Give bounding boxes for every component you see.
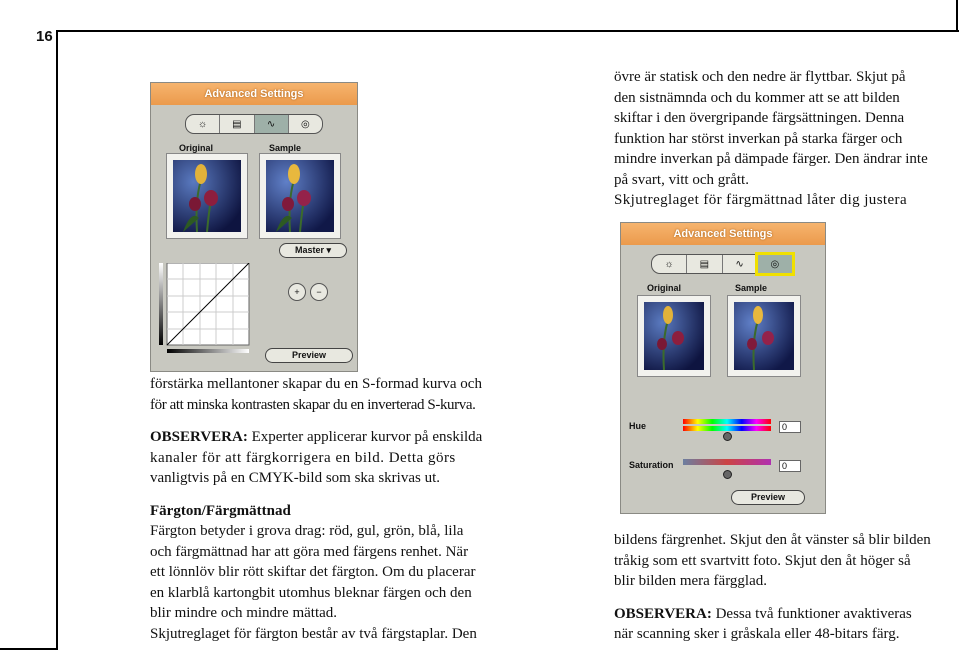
preview-button[interactable]: Preview xyxy=(731,490,805,505)
text-line: blir bilden mera färgglad. xyxy=(614,573,768,589)
hue-bar-movable xyxy=(683,426,771,431)
saturation-label: Saturation xyxy=(629,460,674,470)
add-point-icon[interactable]: + xyxy=(288,283,306,301)
text-line: mindre inverkan på dämpade färger. Den ändrar inte xyxy=(614,151,928,167)
curves-graph[interactable] xyxy=(159,263,255,355)
dialog-title: Advanced Settings xyxy=(151,83,357,105)
section-heading: Färgton/Färgmättnad xyxy=(150,502,291,519)
text-line: förstärka mellantoner skapar du en S-formad kurva och xyxy=(150,376,482,392)
text-line: bildens färgrenhet. Skjut den åt vänster så blir bilden xyxy=(614,532,931,548)
tulip-image xyxy=(644,302,704,370)
text-line: den sistnämnda och du kommer att se att bilden xyxy=(614,89,900,106)
text-line: Färgton betyder i grova drag: röd, gul, grön, blå, lila xyxy=(150,523,464,539)
sample-label: Sample xyxy=(735,283,768,293)
text-line: tråkig som ett svartvitt foto. Skjut den åt höger så xyxy=(614,552,911,569)
advanced-settings-dialog-curves xyxy=(150,82,358,372)
levels-tab-icon[interactable]: ▤ xyxy=(687,255,722,273)
text-line: Experter applicerar kurvor på enskilda xyxy=(247,429,483,445)
tulip-image xyxy=(734,302,794,370)
preview-button[interactable]: Preview xyxy=(265,348,353,363)
brightness-tab-icon[interactable]: ☼ xyxy=(652,255,687,273)
observera-label: OBSERVERA: xyxy=(614,605,712,622)
frame-line-top xyxy=(56,30,959,32)
text-line: på svart, vitt och grått. xyxy=(614,171,749,188)
text-line: funktion har störst inverkan på starka färger och xyxy=(614,130,903,147)
hue-slider[interactable] xyxy=(683,419,771,441)
original-image-thumbnail xyxy=(166,153,248,239)
hue-value-field[interactable]: 0 xyxy=(779,421,801,433)
chevron-down-icon: ▾ xyxy=(326,245,332,255)
observera-label: OBSERVERA: xyxy=(150,429,248,445)
saturation-slider-thumb[interactable] xyxy=(723,470,732,479)
text-block-left xyxy=(150,374,518,644)
page-number: 16 xyxy=(36,28,53,45)
brightness-tab-icon[interactable]: ☼ xyxy=(186,115,220,133)
curves-tab-icon[interactable]: ∿ xyxy=(723,255,758,273)
dialog-title: Advanced Settings xyxy=(621,223,825,245)
text-line: vanligtvis på en CMYK-bild som ska skrivas ut. xyxy=(150,470,440,486)
settings-toolbar xyxy=(185,114,323,134)
text-line: kanaler för att färgkorrigera en bild. Detta görs xyxy=(150,449,456,466)
sample-image-thumbnail xyxy=(727,295,801,377)
saturation-bar xyxy=(683,459,771,465)
frame-line-bottom xyxy=(0,648,58,650)
text-line: blir mindre och mindre mättad. xyxy=(150,605,338,621)
frame-line-right xyxy=(956,0,958,31)
hue-slider-thumb[interactable] xyxy=(723,432,732,441)
original-label: Original xyxy=(647,283,682,293)
curves-tab-icon[interactable]: ∿ xyxy=(255,115,289,133)
frame-line-left xyxy=(56,30,58,650)
original-label: Original xyxy=(179,143,214,153)
hue-bar-static xyxy=(683,419,771,424)
text-line: och färgmättnad har att göra med färgens renhet. När xyxy=(150,543,469,560)
text-line: skiftar i den övergripande färgsättningen. Denna xyxy=(614,110,905,126)
saturation-slider[interactable] xyxy=(683,459,771,481)
text-line: Skjutreglaget för färgmättnad låter dig justera xyxy=(614,192,908,208)
original-image-thumbnail xyxy=(637,295,711,377)
text-line: Dessa två funktioner avaktiveras xyxy=(711,605,912,622)
text-block-right-bottom xyxy=(614,530,956,645)
text-line: övre är statisk och den nedre är flyttbar. Skjut på xyxy=(614,69,906,85)
text-line: för att minska kontrasten skapar du en inverterad S-kurva. xyxy=(150,396,476,413)
settings-toolbar xyxy=(651,254,793,274)
sample-label: Sample xyxy=(269,143,302,153)
channel-select[interactable] xyxy=(279,243,347,258)
hue-label: Hue xyxy=(629,421,647,431)
remove-point-icon[interactable]: − xyxy=(310,283,328,301)
text-block-right-top xyxy=(614,67,956,211)
sample-image-thumbnail xyxy=(259,153,341,239)
saturation-value-field[interactable]: 0 xyxy=(779,460,801,472)
hue-tab-icon[interactable]: ◎ xyxy=(301,118,310,130)
tulip-image xyxy=(266,160,334,232)
text-line: när scanning sker i gråskala eller 48-bitars färg. xyxy=(614,626,900,642)
hue-tab-icon[interactable]: ◎ xyxy=(758,255,792,273)
observera-paragraph xyxy=(614,604,956,625)
text-line: ett lönnlöv blir rött skiftar det färgton. Om du placerar xyxy=(150,564,476,580)
levels-tab-icon[interactable]: ▤ xyxy=(220,115,254,133)
advanced-settings-dialog-hue xyxy=(620,222,826,514)
tulip-image xyxy=(173,160,241,232)
text-line: en klarblå kartongbit utomhus bleknar färgen och den xyxy=(150,584,472,601)
text-line: Skjutreglaget för färgton består av två färgstaplar. Den xyxy=(150,625,477,642)
observera-paragraph xyxy=(150,427,518,448)
channel-select-value: Master xyxy=(294,245,324,255)
